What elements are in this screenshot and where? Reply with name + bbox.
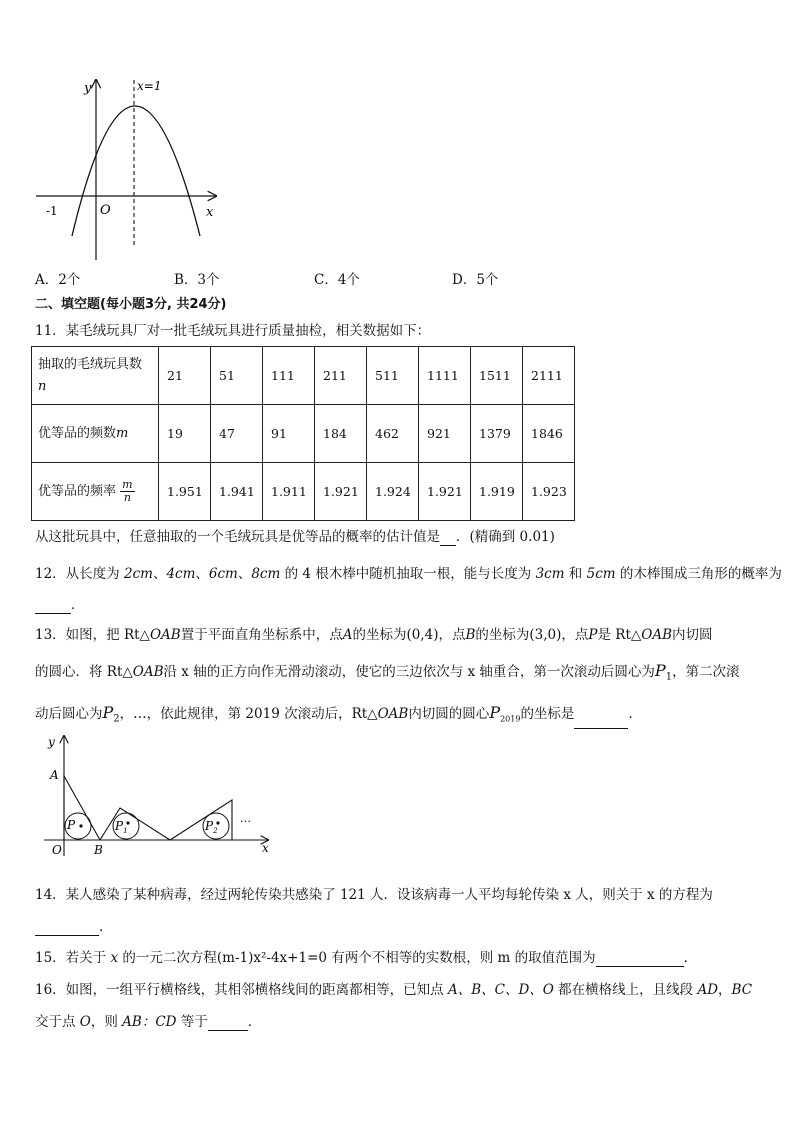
parabola-graph — [30, 72, 230, 264]
table-cell: 184 — [315, 405, 367, 463]
table-cell: 1111 — [419, 347, 471, 405]
center-p1 — [126, 821, 129, 824]
table-row — [32, 463, 575, 521]
center-p2 — [216, 821, 219, 824]
y-axis-label: y — [84, 81, 92, 96]
table-cell: 1.951 — [159, 463, 211, 521]
table-cell: 1.919 — [471, 463, 523, 521]
q16-line2: 交于点 O，则 AB：CD 等于 ． — [35, 1014, 262, 1030]
q13-line3: 动后圆心为$P_2$，…，依此规律，第 2019 次滚动后，Rt△OAB内切圆的圆心$P_{2019}$的坐标是 ． — [35, 704, 642, 729]
answer-blank — [35, 921, 99, 936]
point-a-label: A — [50, 768, 59, 782]
q11-text: 11．某毛绒玩具厂对一批毛绒玩具进行质量抽检，相关数据如下： — [35, 323, 431, 339]
fraction: $\frac{m}{n}$ — [122, 478, 133, 504]
table-cell: 921 — [419, 405, 471, 463]
q11-after: 从这批玩具中，任意抽取的一个毛绒玩具是优等品的概率的估计值是 ．(精确到 0.01) — [35, 529, 555, 545]
parabola-curve — [72, 106, 200, 236]
table-cell: 1511 — [471, 347, 523, 405]
table-cell: 1.941 — [211, 463, 263, 521]
p-label: P — [67, 818, 76, 832]
option-d: D．5个 — [452, 272, 499, 288]
answer-blank — [574, 714, 628, 729]
p2-label: $P_2$ — [205, 819, 218, 835]
center-p — [79, 824, 82, 827]
option-c: C．4个 — [314, 272, 360, 288]
q15-line: 15．若关于 x 的一元二次方程(m-1)x²-4x+1=0 有两个不相等的实数根，则 m 的取值范围为 ． — [35, 950, 698, 966]
q16-line1: 16．如图，一组平行横格线，其相邻横格线间的距离都相等，已知点 A、B、C、D、O 都在横格线上，且线段 AD，BC — [35, 982, 753, 998]
triangle-pos2 — [170, 800, 232, 840]
q13-line2: 的圆心．将 Rt△OAB沿 x 轴的正方向作无滑动滚动，使它的三边依次与 x 轴重合，第一次滚动后圆心为$P_1$，第二次滚 — [35, 661, 740, 683]
origin-label: O — [100, 203, 111, 218]
q13-line1: 13．如图，把 Rt△OAB置于平面直角坐标系中，点A的坐标为(0,4)，点B的坐标为(3,0)，点P是 Rt△OAB内切圆 — [35, 627, 713, 643]
answer-blank — [35, 599, 71, 614]
x-axis-label: x — [206, 205, 214, 220]
table-cell: 51 — [211, 347, 263, 405]
q14-line2: ． — [35, 918, 113, 936]
table-cell: 511 — [367, 347, 419, 405]
row-label: 优等品的频数m — [32, 405, 159, 463]
answer-blank — [208, 1016, 248, 1031]
table-cell: 211 — [315, 347, 367, 405]
row-label: 优等品的频率 $\frac{m}{n}$ — [32, 463, 159, 521]
row-label: 抽取的毛绒玩具数 n — [32, 347, 159, 405]
table-cell: 1.921 — [419, 463, 471, 521]
section-title: 二、填空题(每小题3分, 共24分) — [35, 297, 227, 312]
q12-line2: ． — [35, 596, 85, 614]
table-cell: 1379 — [471, 405, 523, 463]
table-cell: 91 — [263, 405, 315, 463]
table-cell: 1846 — [523, 405, 575, 463]
table-cell: 47 — [211, 405, 263, 463]
point-b-label: B — [94, 843, 103, 857]
table-row — [32, 347, 575, 405]
x-label: x — [262, 841, 269, 855]
option-a: A．2个 — [35, 272, 81, 288]
symmetry-label: x=1 — [137, 79, 162, 93]
option-b: B．3个 — [174, 272, 220, 288]
answer-blank — [596, 952, 684, 967]
table-cell: 19 — [159, 405, 211, 463]
q14-line1: 14．某人感染了某种病毒，经过两轮传染共感染了 121 人．设该病毒一人平均每轮传染 x 人，则关于 x 的方程为 — [35, 887, 713, 903]
table-cell: 1.923 — [523, 463, 575, 521]
table-cell: 2111 — [523, 347, 575, 405]
neg-one-label: -1 — [46, 204, 58, 218]
table-cell: 21 — [159, 347, 211, 405]
answer-blank — [440, 531, 456, 546]
rolling-triangle-figure — [40, 730, 280, 860]
table-row — [32, 405, 575, 463]
y-label: y — [48, 735, 55, 749]
q12-line1: 12．从长度为 2cm、4cm、6cm、8cm 的 4 根木棒中随机抽取一根，能与长度为 3cm 和 5cm 的木棒围成三角形的概率为 — [35, 566, 782, 582]
ellipsis: … — [240, 812, 251, 825]
table-cell: 1.921 — [315, 463, 367, 521]
table-cell: 111 — [263, 347, 315, 405]
frequency-table — [31, 346, 575, 521]
p1-label: $P_1$ — [115, 819, 128, 835]
origin-label: O — [52, 843, 62, 857]
table-cell: 1.924 — [367, 463, 419, 521]
table-cell: 1.911 — [263, 463, 315, 521]
table-cell: 462 — [367, 405, 419, 463]
